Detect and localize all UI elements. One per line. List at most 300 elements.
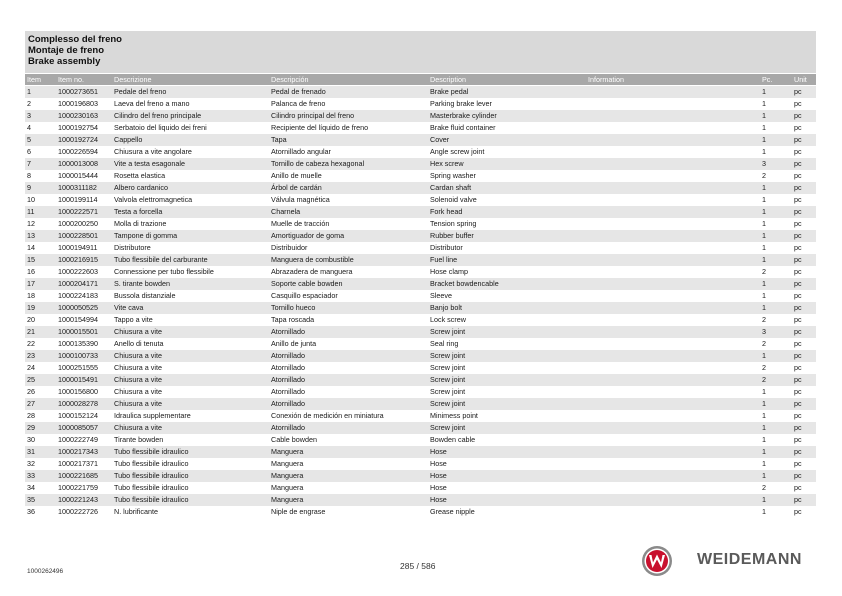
cell-item-no: 1000100733 [58,351,98,360]
cell-item-no: 1000192724 [58,135,98,144]
cell-pc: 1 [762,231,766,240]
cell-item: 12 [27,219,35,228]
table-row [25,482,816,494]
table-row [25,506,816,518]
cell-pc: 3 [762,159,766,168]
cell-item: 31 [27,447,35,456]
cell-descrizione: Tubo flessibile idraulico [114,471,189,480]
cell-descripcion: Distribuidor [271,243,308,252]
table-row [25,458,816,470]
cell-item: 8 [27,171,31,180]
cell-description: Hose [430,459,447,468]
cell-pc: 2 [762,363,766,372]
cell-item: 4 [27,123,31,132]
cell-item: 32 [27,459,35,468]
cell-item: 36 [27,507,35,516]
cell-pc: 2 [762,267,766,276]
table-row [25,350,816,362]
title-english: Brake assembly [28,56,101,67]
cell-pc: 1 [762,351,766,360]
cell-item-no: 1000221759 [58,483,98,492]
cell-descrizione: Tubo flessibile idraulico [114,459,189,468]
cell-unit: pc [794,327,802,336]
cell-pc: 1 [762,399,766,408]
cell-descripcion: Niple de engrase [271,507,326,516]
cell-descripcion: Árbol de cardán [271,183,322,192]
table-row [25,278,816,290]
cell-unit: pc [794,471,802,480]
cell-item: 29 [27,423,35,432]
cell-description: Screw joint [430,375,466,384]
table-row [25,302,816,314]
cell-pc: 1 [762,255,766,264]
cell-item: 34 [27,483,35,492]
cell-unit: pc [794,435,802,444]
cell-descripcion: Atornillado [271,399,305,408]
cell-item: 5 [27,135,31,144]
cell-item-no: 1000152124 [58,411,98,420]
cell-descripcion: Manguera [271,471,304,480]
cell-descrizione: Tubo flessibile del carburante [114,255,208,264]
cell-unit: pc [794,483,802,492]
header-pc: Pc. [762,75,773,84]
cell-unit: pc [794,291,802,300]
cell-item-no: 1000050525 [58,303,98,312]
cell-pc: 1 [762,135,766,144]
cell-pc: 1 [762,495,766,504]
cell-description: Screw joint [430,399,466,408]
cell-pc: 1 [762,111,766,120]
cell-description: Screw joint [430,327,466,336]
cell-descripcion: Charnela [271,207,301,216]
cell-pc: 1 [762,147,766,156]
cell-descrizione: Molla di trazione [114,219,167,228]
cell-pc: 2 [762,339,766,348]
cell-descrizione: Vite a testa esagonale [114,159,185,168]
table-row [25,122,816,134]
cell-unit: pc [794,495,802,504]
cell-pc: 1 [762,207,766,216]
cell-descrizione: Anello di tenuta [114,339,164,348]
cell-descrizione: Tubo flessibile idraulico [114,495,189,504]
cell-item-no: 1000221685 [58,471,98,480]
cell-unit: pc [794,363,802,372]
cell-descripcion: Anillo de muelle [271,171,322,180]
cell-descrizione: N. lubrificante [114,507,158,516]
cell-unit: pc [794,147,802,156]
table-row [25,146,816,158]
cell-descripcion: Recipiente del líquido de freno [271,123,369,132]
cell-descripcion: Atornillado [271,363,305,372]
cell-descripcion: Anillo de junta [271,339,317,348]
cell-pc: 1 [762,219,766,228]
cell-descripcion: Atornillado [271,423,305,432]
table-row [25,434,816,446]
cell-item-no: 1000222726 [58,507,98,516]
cell-descripcion: Palanca de freno [271,99,326,108]
cell-description: Screw joint [430,423,466,432]
cell-descrizione: Chiusura a vite [114,423,162,432]
cell-descrizione: Serbatoio del liquido dei freni [114,123,207,132]
cell-descrizione: Tampone di gomma [114,231,178,240]
cell-description: Angle screw joint [430,147,485,156]
cell-item-no: 1000192754 [58,123,98,132]
cell-item: 15 [27,255,35,264]
cell-descrizione: Tirante bowden [114,435,164,444]
cell-unit: pc [794,243,802,252]
cell-unit: pc [794,351,802,360]
cell-item: 13 [27,231,35,240]
cell-description: Lock screw [430,315,466,324]
cell-descripcion: Abrazadera de manguera [271,267,353,276]
cell-item: 24 [27,363,35,372]
cell-descrizione: Chiusura a vite [114,351,162,360]
cell-pc: 1 [762,279,766,288]
cell-item-no: 1000217343 [58,447,98,456]
cell-descripcion: Pedal de frenado [271,87,326,96]
table-row [25,374,816,386]
cell-descripcion: Manguera [271,459,304,468]
cell-description: Hose clamp [430,267,468,276]
cell-unit: pc [794,159,802,168]
header-descrizione: Descrizione [114,75,152,84]
cell-descrizione: Chiusura a vite [114,399,162,408]
table-row [25,422,816,434]
cell-descripcion: Conexión de medición en miniatura [271,411,384,420]
cell-item: 30 [27,435,35,444]
cell-item-no: 1000226594 [58,147,98,156]
cell-descrizione: Chiusura a vite [114,327,162,336]
cell-item-no: 1000015444 [58,171,98,180]
cell-pc: 2 [762,315,766,324]
cell-descrizione: Rosetta elastica [114,171,166,180]
cell-item-no: 1000217371 [58,459,98,468]
cell-item: 22 [27,339,35,348]
cell-description: Hose [430,471,447,480]
cell-description: Screw joint [430,363,466,372]
cell-unit: pc [794,255,802,264]
cell-item-no: 1000199114 [58,195,98,204]
cell-description: Screw joint [430,387,466,396]
cell-descripcion: Atornillado angular [271,147,331,156]
cell-pc: 1 [762,99,766,108]
cell-item-no: 1000222749 [58,435,98,444]
cell-item-no: 1000156800 [58,387,98,396]
cell-descripcion: Cilindro principal del freno [271,111,355,120]
cell-descrizione: Albero cardanico [114,183,168,192]
cell-description: Fuel line [430,255,458,264]
cell-description: Cardan shaft [430,183,472,192]
cell-pc: 1 [762,291,766,300]
cell-unit: pc [794,195,802,204]
cell-descrizione: Bussola distanziale [114,291,176,300]
cell-item: 9 [27,183,31,192]
cell-pc: 2 [762,375,766,384]
cell-item-no: 1000230163 [58,111,98,120]
table-row [25,182,816,194]
cell-description: Bracket bowdencable [430,279,499,288]
cell-description: Hose [430,447,447,456]
table-row [25,110,816,122]
cell-descripcion: Válvula magnética [271,195,330,204]
table-row [25,338,816,350]
cell-unit: pc [794,375,802,384]
header-description: Description [430,75,466,84]
cell-unit: pc [794,207,802,216]
title-spanish: Montaje de freno [28,45,105,56]
cell-descrizione: Vite cava [114,303,144,312]
cell-item-no: 1000135390 [58,339,98,348]
cell-description: Screw joint [430,351,466,360]
cell-descripcion: Manguera [271,483,304,492]
cell-pc: 1 [762,87,766,96]
cell-unit: pc [794,447,802,456]
cell-pc: 1 [762,243,766,252]
table-row [25,386,816,398]
cell-descrizione: Cappello [114,135,143,144]
cell-unit: pc [794,303,802,312]
cell-item-no: 1000204171 [58,279,98,288]
cell-description: Fork head [430,207,463,216]
cell-pc: 1 [762,435,766,444]
cell-description: Hose [430,495,447,504]
cell-item: 18 [27,291,35,300]
table-row [25,230,816,242]
table-row [25,254,816,266]
cell-descripcion: Manguera [271,447,304,456]
cell-item-no: 1000222571 [58,207,98,216]
cell-descripcion: Tornillo hueco [271,303,316,312]
cell-descripcion: Atornillado [271,387,305,396]
cell-descrizione: Testa a forcella [114,207,163,216]
cell-item: 21 [27,327,35,336]
cell-item-no: 1000251555 [58,363,98,372]
table-row [25,446,816,458]
cell-item: 26 [27,387,35,396]
cell-descrizione: Chiusura a vite angolare [114,147,192,156]
cell-description: Cover [430,135,450,144]
cell-item: 2 [27,99,31,108]
cell-descripcion: Tornillo de cabeza hexagonal [271,159,365,168]
cell-item-no: 1000228501 [58,231,98,240]
cell-item: 28 [27,411,35,420]
cell-description: Minimess point [430,411,478,420]
title-block [25,31,816,73]
cell-descripcion: Cable bowden [271,435,317,444]
cell-description: Brake pedal [430,87,469,96]
cell-item: 6 [27,147,31,156]
cell-descripcion: Atornillado [271,351,305,360]
cell-item: 23 [27,351,35,360]
cell-pc: 1 [762,411,766,420]
cell-pc: 1 [762,471,766,480]
cell-descripcion: Atornillado [271,375,305,384]
cell-description: Bowden cable [430,435,476,444]
cell-unit: pc [794,171,802,180]
cell-unit: pc [794,279,802,288]
cell-description: Hex screw [430,159,464,168]
cell-descrizione: Connessione per tubo flessibile [114,267,214,276]
table-row [25,398,816,410]
header-unit: Unit [794,75,807,84]
cell-item-no: 1000224183 [58,291,98,300]
cell-descrizione: Idraulica supplementare [114,411,191,420]
cell-unit: pc [794,339,802,348]
cell-item-no: 1000015501 [58,327,98,336]
cell-unit: pc [794,459,802,468]
cell-item-no: 1000015491 [58,375,98,384]
cell-pc: 2 [762,483,766,492]
cell-unit: pc [794,267,802,276]
cell-description: Grease nipple [430,507,475,516]
cell-description: Distributor [430,243,463,252]
cell-item: 25 [27,375,35,384]
table-row [25,170,816,182]
page-number: 285 / 586 [400,561,436,571]
cell-pc: 3 [762,327,766,336]
cell-description: Seal ring [430,339,459,348]
cell-descripcion: Atornillado [271,327,305,336]
cell-item: 1 [27,87,31,96]
cell-pc: 1 [762,459,766,468]
cell-item: 14 [27,243,35,252]
cell-unit: pc [794,423,802,432]
parts-table-body [25,86,816,518]
cell-description: Sleeve [430,291,452,300]
cell-item-no: 1000200250 [58,219,98,228]
cell-description: Banjo bolt [430,303,462,312]
cell-item-no: 1000222603 [58,267,98,276]
cell-pc: 2 [762,171,766,180]
cell-descripcion: Manguera [271,495,304,504]
cell-unit: pc [794,111,802,120]
cell-pc: 1 [762,423,766,432]
table-row [25,134,816,146]
cell-item: 33 [27,471,35,480]
table-row [25,362,816,374]
cell-item-no: 1000273651 [58,87,98,96]
table-row [25,86,816,98]
cell-item-no: 1000154994 [58,315,98,324]
table-header [25,74,816,85]
cell-descrizione: Distributore [114,243,151,252]
cell-descrizione: Tappo a vite [114,315,153,324]
cell-unit: pc [794,135,802,144]
cell-pc: 1 [762,183,766,192]
cell-item: 19 [27,303,35,312]
table-row [25,314,816,326]
cell-descrizione: S. tirante bowden [114,279,170,288]
cell-item-no: 1000085057 [58,423,98,432]
cell-unit: pc [794,219,802,228]
table-row [25,470,816,482]
cell-descripcion: Tapa roscada [271,315,315,324]
table-row [25,266,816,278]
cell-pc: 1 [762,387,766,396]
cell-descrizione: Chiusura a vite [114,375,162,384]
document-code: 1000262496 [27,568,64,575]
cell-descrizione: Valvola elettromagnetica [114,195,193,204]
cell-item: 35 [27,495,35,504]
cell-item: 10 [27,195,35,204]
cell-description: Tension spring [430,219,477,228]
cell-unit: pc [794,315,802,324]
cell-unit: pc [794,183,802,192]
cell-descrizione: Tubo flessibile idraulico [114,447,189,456]
cell-description: Spring washer [430,171,476,180]
cell-item-no: 1000311182 [58,183,97,192]
table-row [25,218,816,230]
cell-item: 27 [27,399,35,408]
cell-item-no: 1000216915 [58,255,98,264]
cell-description: Parking brake lever [430,99,492,108]
cell-descrizione: Tubo flessibile idraulico [114,483,189,492]
cell-descrizione: Cilindro del freno principale [114,111,202,120]
table-row [25,326,816,338]
cell-item: 7 [27,159,31,168]
cell-item-no: 1000194911 [58,243,98,252]
cell-unit: pc [794,231,802,240]
table-row [25,290,816,302]
cell-pc: 1 [762,195,766,204]
cell-descrizione: Pedale del freno [114,87,167,96]
cell-item-no: 1000196803 [58,99,98,108]
table-row [25,242,816,254]
cell-description: Masterbrake cylinder [430,111,497,120]
table-row [25,158,816,170]
cell-description: Solenoid valve [430,195,477,204]
header-information: Information [588,75,624,84]
cell-unit: pc [794,123,802,132]
cell-item: 3 [27,111,31,120]
table-row [25,206,816,218]
cell-descripcion: Casquillo espaciador [271,291,338,300]
cell-item-no: 1000221243 [58,495,98,504]
cell-unit: pc [794,99,802,108]
cell-descripcion: Tapa [271,135,287,144]
cell-unit: pc [794,87,802,96]
cell-item-no: 1000028278 [58,399,98,408]
table-row [25,410,816,422]
header-item-no: Item no. [58,75,84,84]
cell-item-no: 1000013008 [58,159,98,168]
cell-description: Hose [430,483,447,492]
header-item: Item [27,75,41,84]
table-row [25,194,816,206]
table-row [25,98,816,110]
header-descripcion: Descripción [271,75,309,84]
cell-pc: 1 [762,303,766,312]
cell-descripcion: Muelle de tracción [271,219,330,228]
cell-pc: 1 [762,123,766,132]
cell-item: 20 [27,315,35,324]
cell-descrizione: Laeva del freno a mano [114,99,190,108]
cell-description: Rubber buffer [430,231,474,240]
cell-unit: pc [794,411,802,420]
title-italian: Complesso del freno [28,34,122,45]
cell-descrizione: Chiusura a vite [114,363,162,372]
table-row [25,494,816,506]
cell-unit: pc [794,387,802,396]
weidemann-w-logo-icon [641,545,673,577]
cell-pc: 1 [762,447,766,456]
cell-item: 16 [27,267,35,276]
cell-descripcion: Soporte cable bowden [271,279,343,288]
cell-description: Brake fluid container [430,123,496,132]
cell-descripcion: Manguera de combustible [271,255,354,264]
cell-item: 11 [27,207,35,216]
cell-item: 17 [27,279,35,288]
